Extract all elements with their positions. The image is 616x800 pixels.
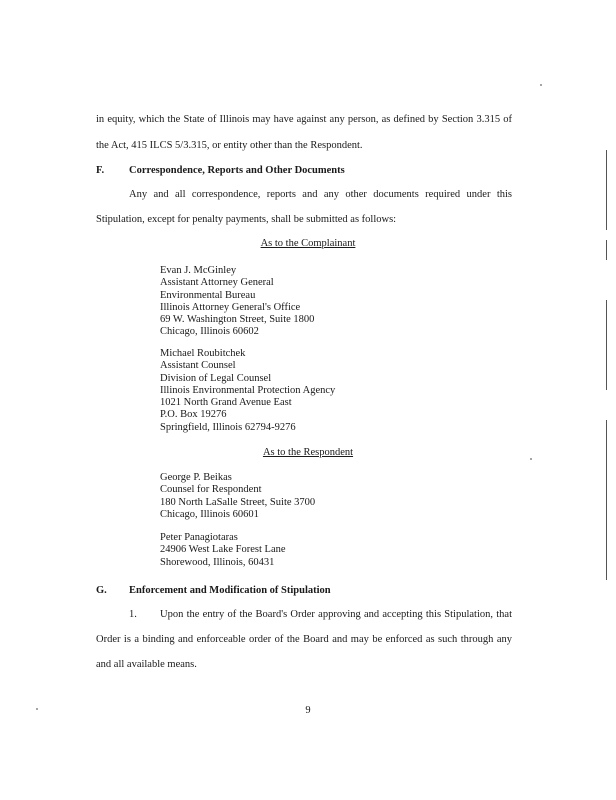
address-line: Michael Roubitchek <box>160 348 246 359</box>
address-line: Illinois Environmental Protection Agency <box>160 384 336 396</box>
scan-edge-mark <box>606 420 607 580</box>
address-line: Assistant Attorney General <box>160 277 274 289</box>
address-line: Environmental Bureau <box>160 289 256 301</box>
section-g-title: Enforcement and Modification of Stipulation <box>129 585 331 596</box>
address-line: George P. Beikas <box>160 472 232 483</box>
section-f-title: Correspondence, Reports and Other Documents <box>129 165 345 176</box>
scan-edge-mark <box>606 150 607 230</box>
carryover-line: in equity, which the State of Illinois may have against any person, as defined by Section 3.315 of <box>96 114 512 125</box>
carryover-paragraph <box>96 114 512 126</box>
respondent-contact-2 <box>160 532 286 569</box>
address-line: Peter Panagiotaras <box>160 532 238 543</box>
address-line: 1021 North Grand Avenue East <box>160 397 292 409</box>
complainant-contact-1 <box>160 265 314 339</box>
item-number: 1. <box>129 609 137 620</box>
address-line: Illinois Attorney General's Office <box>160 301 301 313</box>
respondent-heading: As to the Respondent <box>262 447 354 458</box>
section-g-paragraph-2 <box>96 634 512 646</box>
scan-speck <box>540 84 542 86</box>
address-line: Shorewood, Illinois, 60431 <box>160 556 275 568</box>
address-line: Assistant Counsel <box>160 360 236 372</box>
respondent-contact-1 <box>160 472 315 521</box>
address-line: 24906 West Lake Forest Lane <box>160 544 286 556</box>
page-number: 9 <box>305 705 311 716</box>
scan-edge-mark <box>606 300 607 390</box>
complainant-heading: As to the Complainant <box>260 238 356 249</box>
paragraph-line-end: and all available means. <box>96 659 197 670</box>
address-line: Evan J. McGinley <box>160 265 237 276</box>
address-line: Springfield, Illinois 62794-9276 <box>160 421 296 433</box>
section-g-paragraph <box>160 609 512 621</box>
address-line: Chicago, Illinois 60602 <box>160 326 259 338</box>
carryover-line-end: the Act, 415 ILCS 5/3.315, or entity other than the Respondent. <box>96 140 363 151</box>
section-g-letter: G. <box>96 585 107 596</box>
address-line: Counsel for Respondent <box>160 484 262 496</box>
address-line: 180 North LaSalle Street, Suite 3700 <box>160 496 316 508</box>
address-line: P.O. Box 19276 <box>160 409 227 421</box>
section-f-letter: F. <box>96 165 105 176</box>
section-f-paragraph <box>129 189 512 201</box>
paragraph-line: Order is a binding and enforceable order of the Board and may be enforced as such through any <box>96 634 512 645</box>
address-line: Division of Legal Counsel <box>160 372 272 384</box>
address-line: 69 W. Washington Street, Suite 1800 <box>160 314 315 326</box>
paragraph-line: Any and all correspondence, reports and any other documents required under this <box>129 189 512 200</box>
complainant-contact-2 <box>160 348 335 434</box>
paragraph-line: Upon the entry of the Board's Order approving and accepting this Stipulation, that <box>160 609 512 620</box>
address-line: Chicago, Illinois 60601 <box>160 508 259 520</box>
paragraph-line-end: Stipulation, except for penalty payments, shall be submitted as follows: <box>96 214 397 225</box>
